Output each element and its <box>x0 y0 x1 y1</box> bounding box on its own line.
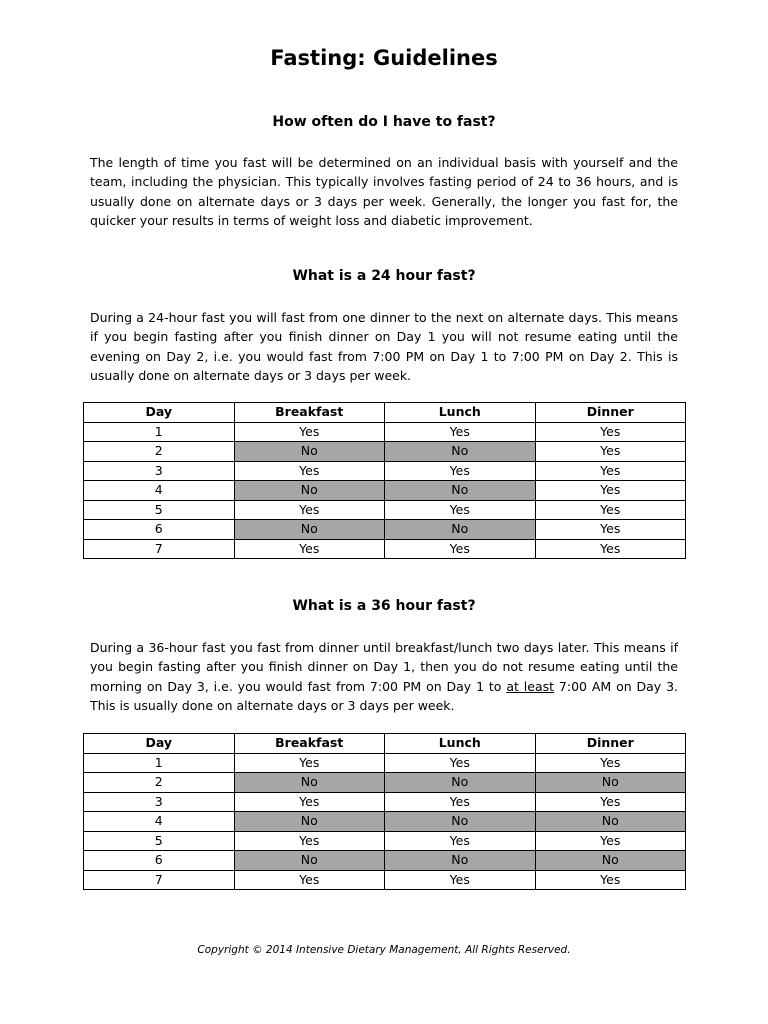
table-cell-dinner: Yes <box>535 520 686 540</box>
table-row <box>84 442 686 462</box>
paragraph-how-often: The length of time you fast will be determined on an individual basis with yourself and the team, including the physician. This typically involves fasting period of 24 to 36 hours, and is usually done on alternate days or 3 days per week. Generally, the longer you fast for, the quicker your results in terms of weight loss and diabetic improvement. <box>90 155 678 228</box>
table-cell-breakfast: Yes <box>234 792 385 812</box>
table-36-hour-schedule <box>83 733 686 890</box>
table-cell-lunch: Yes <box>385 831 536 851</box>
table-cell-dinner: Yes <box>535 792 686 812</box>
table-cell-lunch: No <box>385 773 536 793</box>
column-header-day: Day <box>84 734 235 754</box>
table-cell-breakfast: Yes <box>234 753 385 773</box>
table-cell-dinner: No <box>535 773 686 793</box>
section-heading-24-hour: What is a 24 hour fast? <box>292 268 476 284</box>
table-row <box>84 870 686 890</box>
table-cell-lunch: Yes <box>385 753 536 773</box>
table-cell-lunch: Yes <box>385 422 536 442</box>
table-cell-breakfast: No <box>234 442 385 462</box>
table-cell-breakfast: Yes <box>234 461 385 481</box>
paragraph-36-hour-text-before: During a 36-hour fast you fast from dinner until breakfast/lunch two days later. This means if you begin fasting after you finish dinner on Day 1, then you do not resume eating until the morning on Day 3, i.e. you would fast from 7:00 PM on Day 1 to <box>90 640 678 694</box>
table-cell-dinner: Yes <box>535 870 686 890</box>
table-cell-lunch: No <box>385 812 536 832</box>
table-cell-day: 1 <box>84 422 235 442</box>
table-24-hour-schedule <box>83 402 686 559</box>
table-row <box>84 831 686 851</box>
section-heading-how-often: How often do I have to fast? <box>272 114 496 130</box>
table-row <box>84 812 686 832</box>
table-cell-day: 3 <box>84 461 235 481</box>
table-cell-day: 1 <box>84 753 235 773</box>
table-row <box>84 520 686 540</box>
table-cell-breakfast: No <box>234 773 385 793</box>
table-cell-lunch: Yes <box>385 500 536 520</box>
table-cell-day: 2 <box>84 773 235 793</box>
table-row <box>84 773 686 793</box>
table-cell-day: 5 <box>84 831 235 851</box>
paragraph-36-hour-underlined: at least <box>506 678 555 694</box>
paragraph-36-hour <box>90 638 678 715</box>
table-cell-breakfast: Yes <box>234 539 385 559</box>
table-row <box>84 461 686 481</box>
paragraph-36-hour-text-after: 7:00 AM on Day 3. This is usually done on alternate days or 3 days per week. <box>90 678 679 713</box>
column-header-day: Day <box>84 403 235 423</box>
table-cell-breakfast: No <box>234 520 385 540</box>
table-cell-day: 6 <box>84 520 235 540</box>
table-cell-dinner: Yes <box>535 422 686 442</box>
table-cell-day: 7 <box>84 870 235 890</box>
table-cell-lunch: No <box>385 481 536 501</box>
table-cell-dinner: Yes <box>535 461 686 481</box>
table-cell-day: 5 <box>84 500 235 520</box>
table-cell-day: 7 <box>84 539 235 559</box>
table-cell-breakfast: Yes <box>234 422 385 442</box>
table-cell-breakfast: Yes <box>234 500 385 520</box>
table-cell-lunch: Yes <box>385 870 536 890</box>
table-cell-day: 4 <box>84 481 235 501</box>
table-cell-dinner: No <box>535 812 686 832</box>
table-cell-day: 6 <box>84 851 235 871</box>
table-cell-breakfast: No <box>234 481 385 501</box>
table-cell-breakfast: No <box>234 851 385 871</box>
copyright-footer: Copyright © 2014 Intensive Dietary Management, All Rights Reserved. <box>197 944 571 956</box>
table-cell-breakfast: Yes <box>234 831 385 851</box>
page-title: Fasting: Guidelines <box>270 46 498 70</box>
table-row <box>84 753 686 773</box>
table-cell-dinner: Yes <box>535 753 686 773</box>
table-cell-breakfast: No <box>234 812 385 832</box>
table-cell-lunch: No <box>385 520 536 540</box>
column-header-lunch: Lunch <box>385 734 536 754</box>
column-header-breakfast: Breakfast <box>234 403 385 423</box>
paragraph-24-hour: During a 24-hour fast you will fast from one dinner to the next on alternate days. This means if you begin fasting after you finish dinner on Day 1 you will not resume eating until the evening on Day 2, i.e. you would fast from 7:00 PM on Day 1 to 7:00 PM on Day 2. This is usually done on alternate days or 3 days per week. <box>90 310 678 383</box>
column-header-breakfast: Breakfast <box>234 734 385 754</box>
table-cell-lunch: Yes <box>385 792 536 812</box>
section-heading-36-hour: What is a 36 hour fast? <box>292 598 476 614</box>
table-row <box>84 539 686 559</box>
table-cell-dinner: No <box>535 851 686 871</box>
table-cell-lunch: Yes <box>385 539 536 559</box>
table-cell-breakfast: Yes <box>234 870 385 890</box>
table-cell-lunch: No <box>385 851 536 871</box>
table-cell-day: 4 <box>84 812 235 832</box>
table-row <box>84 422 686 442</box>
table-cell-day: 3 <box>84 792 235 812</box>
column-header-lunch: Lunch <box>385 403 536 423</box>
table-cell-dinner: Yes <box>535 442 686 462</box>
table-cell-lunch: Yes <box>385 461 536 481</box>
table-cell-day: 2 <box>84 442 235 462</box>
table-cell-lunch: No <box>385 442 536 462</box>
column-header-dinner: Dinner <box>535 403 686 423</box>
table-row <box>84 792 686 812</box>
table-row <box>84 481 686 501</box>
table-cell-dinner: Yes <box>535 481 686 501</box>
table-cell-dinner: Yes <box>535 500 686 520</box>
table-row <box>84 500 686 520</box>
table-cell-dinner: Yes <box>535 539 686 559</box>
column-header-dinner: Dinner <box>535 734 686 754</box>
table-row <box>84 851 686 871</box>
table-cell-dinner: Yes <box>535 831 686 851</box>
